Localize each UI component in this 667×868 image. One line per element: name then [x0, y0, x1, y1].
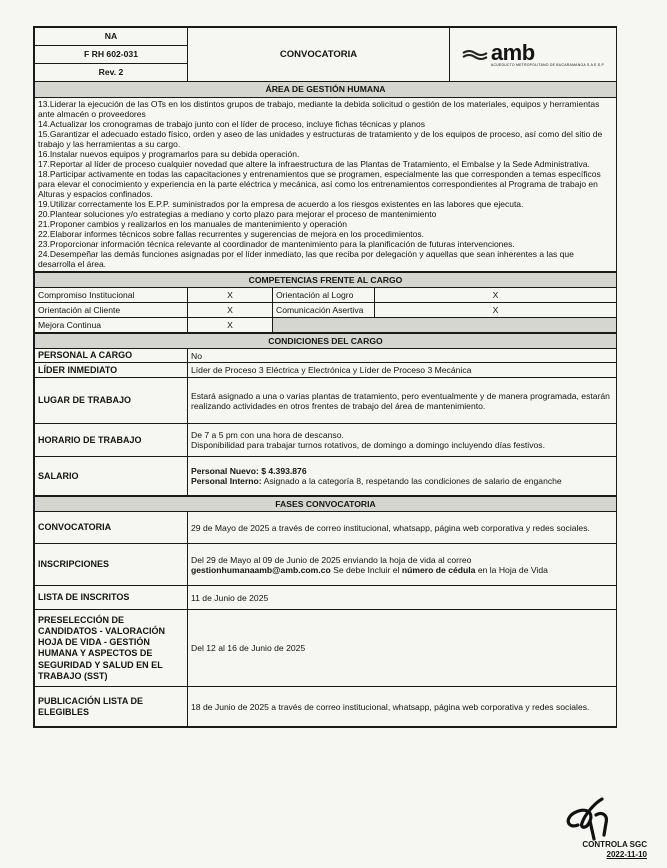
lider-label: LÍDER INMEDIATO [35, 363, 188, 378]
salario-nuevo-value: $ 4.393.876 [258, 466, 307, 477]
duty-item: 21.Proponer cambios y realizarlos en los manuales de mantenimiento y operación [38, 219, 348, 230]
horario-line: Disponibilidad para trabajar turnos rotativos, de domingo a domingo incluyendo días festivos. [191, 440, 545, 451]
logo-wordmark: amb [490, 39, 535, 65]
competencia-name: Comunicación Asertiva [273, 303, 375, 318]
salario-label: SALARIO [35, 457, 188, 496]
competencia-mark: X [375, 303, 617, 318]
competencia-mark: X [375, 288, 617, 303]
lugar-value: Estará asignado a una o varias plantas de tratamiento, pero eventualmente y de manera programada, estarán realizando actividades en otros frentes de trabajo del área de mantenimiento. [188, 378, 617, 424]
duty-item: 20.Plantear soluciones y/o estrategias a mediano y corto plazo para mejorar el proceso de mantenimiento [38, 209, 437, 220]
convocatoria-value: 29 de Mayo de 2025 a través de correo institucional, whatsapp, página web corporativa y redes sociales. [188, 512, 617, 544]
salario-interno-value: Asignado a la categoría 8, respetando las condiciones de salario de enganche [261, 476, 562, 487]
inscripciones-cedula: número de cédula [401, 564, 476, 575]
competencia-mark: X [188, 288, 273, 303]
condiciones-title: CONDICIONES DEL CARGO [35, 334, 617, 349]
signature-mark [560, 795, 620, 845]
duty-item: 24.Desempeñar las demás funciones asignadas por el líder inmediato, las que reciba por delegación y aquellas que sean inherentes a las que desarrolla el área. [38, 249, 574, 270]
duty-item: 17.Reportar al líder de proceso cualquier novedad que altere la infraestructura de las Plantas de Tratamiento, el Embalse y la Sede Administrativa. [38, 159, 590, 170]
competencia-mark: X [188, 303, 273, 318]
salario-interno-label: Personal Interno: [191, 476, 262, 487]
inscripciones-value [188, 544, 617, 586]
document-title: CONVOCATORIA [188, 28, 450, 82]
footer [582, 840, 647, 859]
inscripciones-line: Del 29 de Mayo al 09 de Junio de 2025 enviando la hoja de vida al correo [191, 554, 472, 565]
competencias-table [34, 272, 617, 333]
salario-value [188, 457, 617, 496]
publicacion-value: 18 de Junio de 2025 a través de correo institucional, whatsapp, página web corporativa y redes sociales. [188, 687, 617, 727]
lugar-label: LUGAR DE TRABAJO [35, 378, 188, 424]
inscripciones-label: INSCRIPCIONES [35, 544, 188, 586]
horario-label: HORARIO DE TRABAJO [35, 424, 188, 457]
competencia-name: Compromiso Institucional [35, 288, 188, 303]
document-header [34, 27, 617, 272]
competencia-name: Orientación al Logro [273, 288, 375, 303]
empty-cell [273, 318, 617, 333]
revision: Rev. 2 [35, 64, 188, 82]
document-sheet [33, 26, 617, 728]
fases-table [34, 496, 617, 727]
duty-item: 13.Liderar la ejecución de las OTs en los distintos grupos de trabajo, mediante la debida solicitud o gestión de los materiales, equipos y herramientas ante almacén o proveedores [38, 99, 600, 120]
inscripciones-mid: Se debe Incluir el [330, 564, 402, 575]
footer-control: CONTROLA SGC [582, 840, 647, 849]
preseleccion-label: PRESELECCIÓN DE CANDIDATOS - VALORACIÓN HOJA DE VIDA - GESTIÓN HUMANA Y ASPECTOS DE SEGURIDAD Y SALUD EN EL TRABAJO (SST) [35, 610, 188, 687]
publicacion-label: PUBLICACIÓN LISTA DE ELEGIBLES [35, 687, 188, 727]
form-code: F RH 602-031 [35, 46, 188, 64]
salario-nuevo-label: Personal Nuevo: [191, 466, 259, 477]
competencia-name: Mejora Continua [35, 318, 188, 333]
convocatoria-label: CONVOCATORIA [35, 512, 188, 544]
amb-logo [453, 39, 613, 68]
horario-value [188, 424, 617, 457]
duty-item: 16.Instalar nuevos equipos y programarlos para su debida operación. [38, 149, 300, 160]
duty-item: 22.Elaborar informes técnicos sobre fallas recurrentes y sugerencias de mejora en los procedimientos. [38, 229, 424, 240]
competencias-title: COMPETENCIAS FRENTE AL CARGO [35, 273, 617, 288]
fases-title: FASES CONVOCATORIA [35, 497, 617, 512]
water-wave-icon [462, 48, 488, 62]
personal-value: No [188, 349, 617, 363]
inscritos-value: 11 de Junio de 2025 [188, 586, 617, 610]
inscritos-label: LISTA DE INSCRITOS [35, 586, 188, 610]
horario-line: De 7 a 5 pm con una hora de descanso. [191, 430, 344, 441]
duty-item: 19.Utilizar correctamente los E.P.P. suministrados por la empresa de acuerdo a los riesgos existentes en las labores que ejecuta. [38, 199, 524, 210]
area-title: ÁREA DE GESTIÓN HUMANA [35, 82, 617, 98]
duty-item: 15.Garantizar el adecuado estado físico, orden y aseo de las unidades y estructuras de tratamiento y de los equipos de proceso, así como del sitio de trabajo y las herramientas a su cargo. [38, 129, 603, 150]
personal-label: PERSONAL A CARGO [35, 349, 188, 363]
duties-list [35, 98, 617, 272]
lider-value: Líder de Proceso 3 Eléctrica y Electrónica y Líder de Proceso 3 Mecánica [188, 363, 617, 378]
logo-cell [450, 28, 617, 82]
duty-item: 18.Participar activamente en todas las capacitaciones y entrenamientos que se programen, especialmente las que corresponden a temas específicos para elevar el conocimiento y experiencia en la parte eléctrica y mecánica, así como los entrenamientos correspondientes al Programa de trabajo en Alturas y espacios confinados. [38, 169, 601, 200]
duty-item: 23.Proporcionar información técnica relevante al coordinador de mantenimiento para la planificación de futuras intervenciones. [38, 239, 515, 250]
inscripciones-email: gestionhumanaamb@amb.com.co [191, 564, 331, 575]
condiciones-table [34, 333, 617, 496]
footer-date: 2022-11-10 [606, 849, 647, 859]
inscripciones-end: en la Hoja de Vida [475, 564, 548, 575]
logo-subtext: ACUEDUCTO METROPOLITANO DE BUCARAMANGA S.A E.S.P [490, 62, 605, 67]
preseleccion-value: Del 12 al 16 de Junio de 2025 [188, 610, 617, 687]
duty-item: 14.Actualizar los cronogramas de trabajo junto con el líder de proceso, incluye fichas técnicas y planos [38, 119, 425, 130]
code-top: NA [35, 28, 188, 46]
competencia-name: Orientación al Cliente [35, 303, 188, 318]
competencia-mark: X [188, 318, 273, 333]
